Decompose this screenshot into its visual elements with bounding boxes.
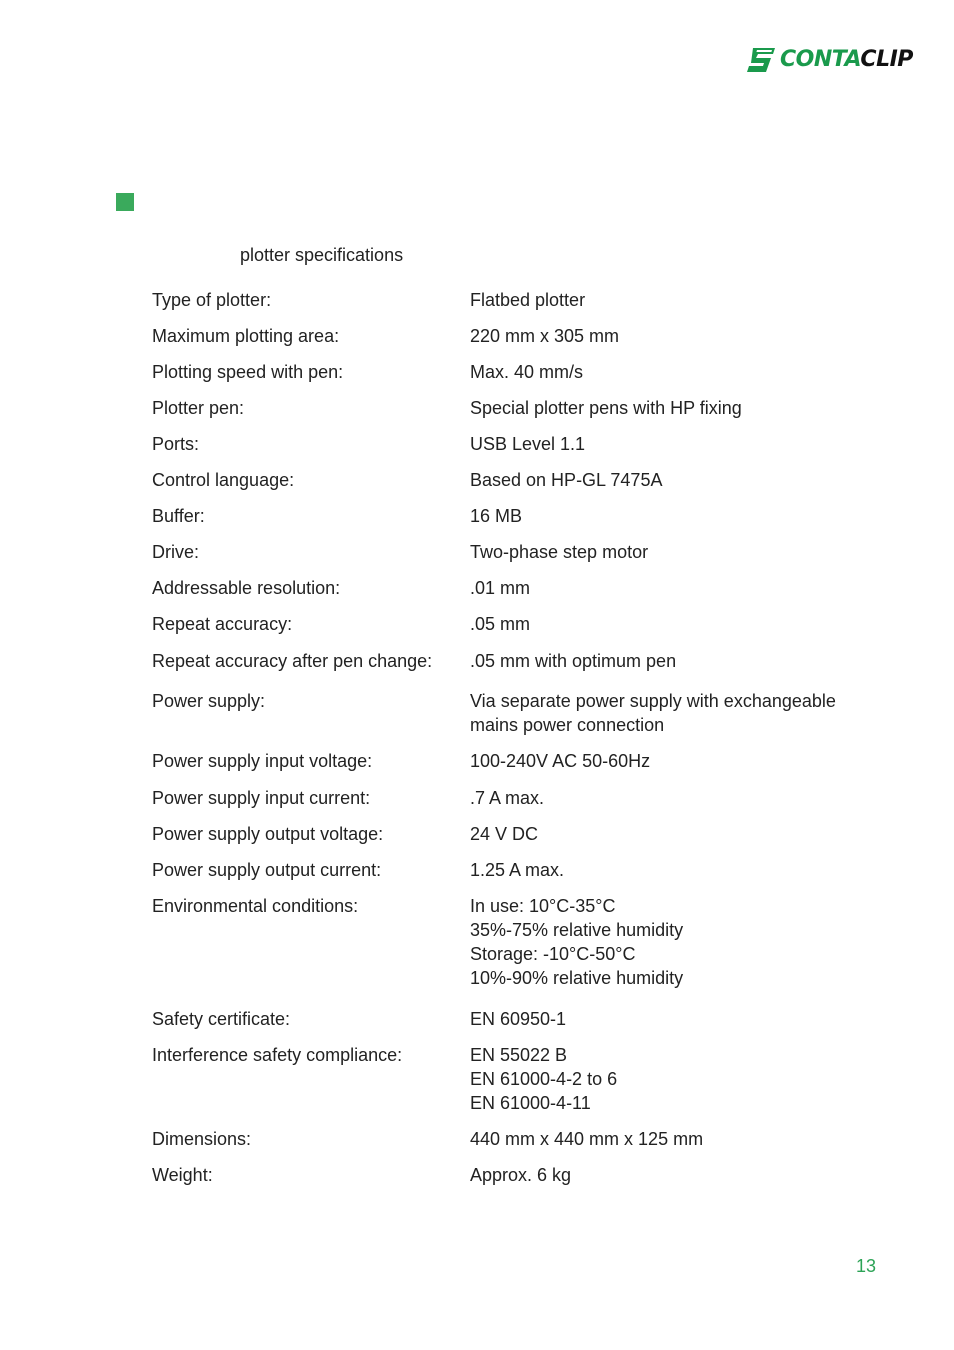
spec-value-line: EN 60950-1 (470, 1009, 567, 1029)
spec-value-line: .05 mm with optimum pen (470, 651, 677, 671)
spec-label: Environmental conditions: (152, 896, 359, 916)
spec-value (470, 689, 836, 737)
spec-label: Drive: (152, 542, 200, 562)
spec-label: Type of plotter: (152, 290, 272, 310)
spec-value-line: 100-240V AC 50-60Hz (470, 751, 651, 771)
section-marker-square (116, 193, 134, 211)
spec-value-line: EN 55022 B (470, 1045, 568, 1065)
spec-value (470, 468, 662, 492)
spec-label: Addressable resolution: (152, 578, 341, 598)
spec-label: Buffer: (152, 506, 205, 526)
spec-value-line: 1.25 A max. (470, 860, 565, 880)
logo-wordmark-clip: CLIP (860, 47, 913, 72)
spec-value-line: mains power connection (470, 715, 665, 735)
spec-value (470, 786, 544, 810)
spec-value-line: USB Level 1.1 (470, 434, 586, 454)
section-subtitle: plotter specifications (240, 245, 404, 265)
spec-value (470, 1043, 617, 1115)
logo-wordmark-conta: CONTA (780, 47, 861, 72)
spec-label: Repeat accuracy: (152, 614, 293, 634)
spec-label: Ports: (152, 434, 200, 454)
spec-value (470, 324, 619, 348)
spec-value (470, 1007, 566, 1031)
spec-value-line: Special plotter pens with HP fixing (470, 398, 742, 418)
spec-value (470, 540, 648, 564)
spec-value-line: Max. 40 mm/s (470, 362, 584, 382)
spec-label: Power supply output voltage: (152, 824, 384, 844)
spec-value-line: Flatbed plotter (470, 290, 586, 310)
spec-label: Weight: (152, 1165, 213, 1185)
spec-label: Plotter pen: (152, 398, 245, 418)
spec-value (470, 504, 522, 528)
spec-value-line: 16 MB (470, 506, 523, 526)
spec-label: Control language: (152, 470, 295, 490)
spec-label: Power supply input voltage: (152, 751, 373, 771)
spec-label: Interference safety compliance: (152, 1045, 403, 1065)
spec-value-line: Approx. 6 kg (470, 1165, 572, 1185)
spec-value (470, 822, 538, 846)
logo-wordmark (780, 44, 913, 76)
spec-label: Safety certificate: (152, 1009, 291, 1029)
spec-value (470, 858, 564, 882)
spec-value (470, 288, 585, 312)
spec-value-line: .05 mm (470, 614, 531, 634)
page-number: 13 (856, 1256, 877, 1276)
spec-label: Plotting speed with pen: (152, 362, 344, 382)
spec-value-line: Two-phase step motor (470, 542, 649, 562)
spec-value (470, 1163, 571, 1187)
spec-value (470, 1127, 703, 1151)
spec-value-line: .7 A max. (470, 788, 545, 808)
spec-value (470, 612, 530, 636)
spec-label: Power supply output current: (152, 860, 382, 880)
spec-value-line: 10%-90% relative humidity (470, 968, 684, 988)
spec-value (470, 432, 585, 456)
spec-value-line: 24 V DC (470, 824, 539, 844)
spec-value-line: 440 mm x 440 mm x 125 mm (470, 1129, 704, 1149)
contaclip-logo-icon (744, 45, 778, 75)
spec-value (470, 649, 676, 673)
spec-label: Repeat accuracy after pen change: (152, 651, 433, 671)
spec-label: Power supply: (152, 691, 266, 711)
spec-value-line: In use: 10°C-35°C (470, 896, 616, 916)
spec-value-line: Based on HP-GL 7475A (470, 470, 663, 490)
spec-label: Power supply input current: (152, 788, 371, 808)
brand-logo (744, 44, 913, 76)
spec-value (470, 360, 583, 384)
spec-value-line: EN 61000-4-2 to 6 (470, 1069, 618, 1089)
spec-label: Maximum plotting area: (152, 326, 340, 346)
spec-value (470, 396, 742, 420)
spec-label: Dimensions: (152, 1129, 252, 1149)
spec-value (470, 749, 650, 773)
spec-value-line: 220 mm x 305 mm (470, 326, 620, 346)
spec-value-line: EN 61000-4-11 (470, 1093, 591, 1113)
spec-value (470, 894, 683, 990)
spec-value-line: Storage: -10°C-50°C (470, 944, 636, 964)
spec-value-line: 35%-75% relative humidity (470, 920, 684, 940)
spec-value (470, 576, 530, 600)
spec-value-line: Via separate power supply with exchangeable (470, 691, 836, 711)
spec-value-line: .01 mm (470, 578, 531, 598)
